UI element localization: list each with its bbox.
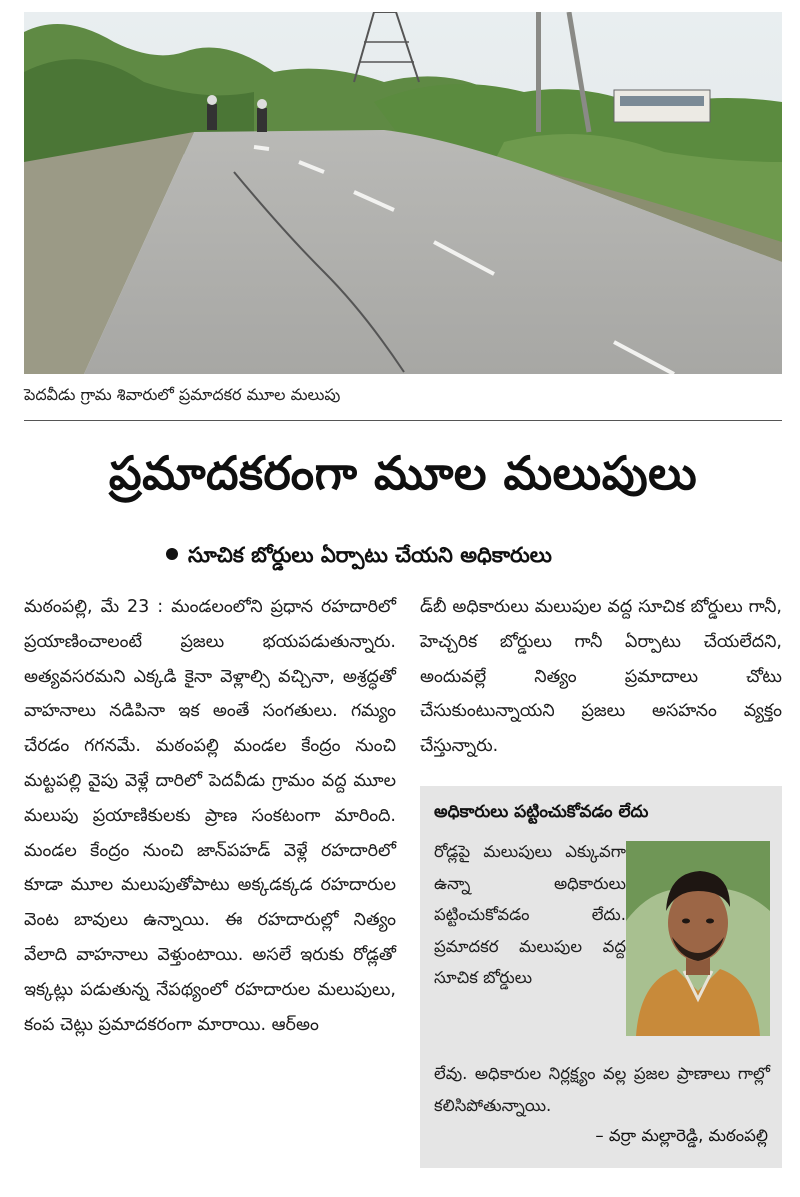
article-left-column: మఠంపల్లి, మే 23 : మండలంలోని ప్రధాన రహదారిలో ప్రయాణించాలంటే ప్రజలు భయపడుతున్నారు. అత్యవసరమని ఎక్కడి కైనా వెళ్లాల్సి వచ్చినా, అశ్రద్ధతో వాహనాలు నడిపినా ఇక అంతే సంగతులు. గమ్యం చేరడం గగనమే. మఠంపల్లి మండల కేంద్రం నుంచి మట్టపల్లి వైపు వెళ్లే దారిలో పెదవీడు గ్రామం వద్ద మూల మలుపు ప్రయాణికులకు ప్రాణ సంకటంగా మారింది. మండల కేంద్రం నుంచి జాన్‌పహడ్ వెళ్లే రహదారిలో కూడా మూల మలుపుతోపాటు అక్కడక్కడ రహదారుల వెంట బావులు ఉన్నాయి. ఈ రహదారుల్లో నిత్యం వేలాది వాహనాలు వెళ్తుంటాయి. అసలే ఇరుకు రోడ్లతో ఇక్కట్లు పడుతున్న నేపథ్యంలో రహదారుల మలుపులు, కంప చెట్లు ప్రమాదకరంగా మారాయి. ఆర్అం (24, 597, 396, 1035)
bullet-icon (166, 548, 178, 560)
article-right-column: డ్‌బీ అధికారులు మలుపుల వద్ద సూచిక బోర్డులు గానీ, హెచ్చరిక బోర్డులు గానీ ఏర్పాటు చేయలేదని, అందువల్లే నిత్యం ప్రమాదాలు చోటు చేసుకుంటున్నాయని ప్రజలు అసహనం వ్యక్తం చేస్తున్నారు. (420, 597, 782, 757)
quote-text-top: రోడ్లపై మలుపులు ఎక్కువగా ఉన్నా అధికారులు పట్టించుకోవడం లేదు. ప్రమాదకర మలుపుల వద్ద సూచిక బోర్డులు (434, 842, 626, 988)
person-portrait-icon (626, 841, 770, 1036)
subheadline (166, 540, 726, 570)
quote-text-bottom: లేవు. అధికారుల నిర్లక్ష్యం వల్ల ప్రజల ప్రాణాలు గాల్లో కలిసిపోతున్నాయి. (434, 1064, 770, 1115)
photo-caption: పెదవీడు గ్రామ శివారులో ప్రమాదకర మూల మలుపు (24, 385, 341, 404)
divider (24, 420, 782, 421)
sidebar-title: అధికారులు పట్టించుకోవడం లేదు (434, 802, 649, 822)
road-photo (24, 12, 782, 374)
quote-sidebar (420, 786, 782, 1168)
quote-attribution: – వర్రా మల్లారెడ్డి, మఠంపల్లి (595, 1126, 768, 1145)
headline: ప్రమాదకరంగా మూల మలుపులు (108, 446, 698, 500)
subheadline-text: సూచిక బోర్డులు ఏర్పాటు చేయని అధికారులు (188, 543, 552, 567)
